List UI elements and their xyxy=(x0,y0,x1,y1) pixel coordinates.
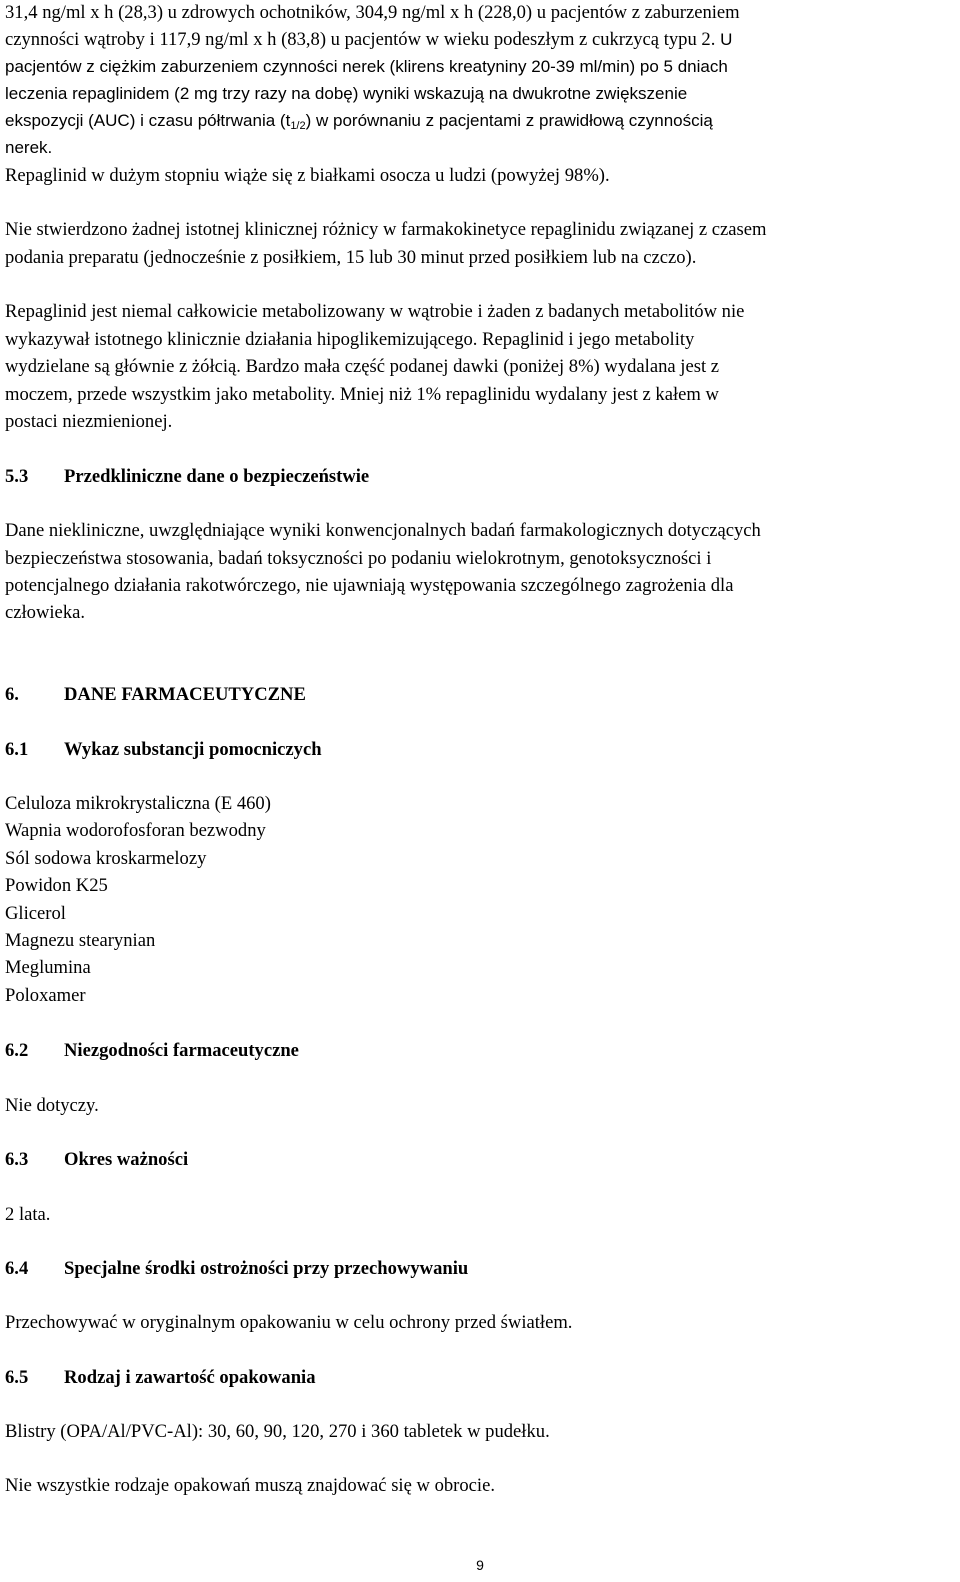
pk-line-3: pacjentów z ciężkim zaburzeniem czynności nerek (klirens kreatyniny 20-39 ml/min) po 5 dniach xyxy=(5,57,728,76)
excipient-item: Celuloza mikrokrystaliczna (E 460) xyxy=(5,793,271,814)
p4-line-2: bezpieczeństwa stosowania, badań toksyczności po podaniu wielokrotnym, genotoksyczności i xyxy=(5,548,712,569)
section-6-2-heading xyxy=(5,1041,299,1061)
section-6-2-text: Nie dotyczy. xyxy=(5,1095,99,1116)
section-number: 6.4 xyxy=(5,1258,29,1279)
excipient-item: Meglumina xyxy=(5,957,91,978)
section-title: Wykaz substancji pomocniczych xyxy=(64,739,322,760)
section-number: 6.1 xyxy=(5,739,29,760)
section-title: Niezgodności farmaceutyczne xyxy=(64,1040,299,1061)
pk-line-2-tail: U xyxy=(715,30,733,49)
pk-line-5-b: ) w porównaniu z pacjentami z prawidłową czynnością xyxy=(305,111,713,130)
p2-line-1: Nie stwierdzono żadnej istotnej klinicznej różnicy w farmakokinetyce repaglinidu związanej z czasem xyxy=(5,219,767,240)
pk-line-4: leczenia repaglinidem (2 mg trzy razy na dobę) wyniki wskazują na dwukrotne zwiększenie xyxy=(5,84,688,103)
p4-line-4: człowieka. xyxy=(5,602,86,623)
section-6-5-text-1: Blistry (OPA/Al/PVC-Al): 30, 60, 90, 120, 270 i 360 tabletek w pudełku. xyxy=(5,1421,550,1442)
section-6-3-heading xyxy=(5,1150,188,1170)
p4-line-1: Dane niekliniczne, uwzględniające wyniki konwencjonalnych badań farmakologicznych dotyczących xyxy=(5,520,761,541)
section-6-4-heading xyxy=(5,1259,468,1279)
section-number: 6.3 xyxy=(5,1149,29,1170)
p3-line-5: postaci niezmienionej. xyxy=(5,411,173,432)
pk-line-2 xyxy=(5,30,732,51)
section-title: Przedkliniczne dane o bezpieczeństwie xyxy=(64,466,370,487)
pk-line-5 xyxy=(5,111,713,131)
section-number: 6.2 xyxy=(5,1040,29,1061)
p2-line-2: podania preparatu (jednocześnie z posiłkiem, 15 lub 30 minut przed posiłkiem lub na czczo). xyxy=(5,247,697,268)
pk-line-7: Repaglinid w dużym stopniu wiąże się z białkami osocza u ludzi (powyżej 98%). xyxy=(5,165,610,186)
p3-line-1: Repaglinid jest niemal całkowicie metabolizowany w wątrobie i żaden z badanych metabolitów nie xyxy=(5,301,745,322)
section-6-3-text: 2 lata. xyxy=(5,1204,51,1225)
pk-line-5-a: ekspozycji (AUC) i czasu półtrwania (t xyxy=(5,111,291,130)
p4-line-3: potencjalnego działania rakotwórczego, nie ujawniają występowania szczególnego zagrożenia dla xyxy=(5,575,734,596)
page-number: 9 xyxy=(476,1557,484,1573)
half-life-subscript: 1/2 xyxy=(290,120,306,132)
p3-line-4: moczem, przede wszystkim jako metabolity. Mniej niż 1% repaglinidu wydalany jest z kałem w xyxy=(5,384,719,405)
section-6-1-heading xyxy=(5,740,322,760)
section-6-5-heading xyxy=(5,1368,316,1388)
section-title: Rodzaj i zawartość opakowania xyxy=(64,1367,316,1388)
excipient-item: Glicerol xyxy=(5,903,66,924)
excipient-item: Poloxamer xyxy=(5,985,86,1006)
excipient-item: Wapnia wodorofosforan bezwodny xyxy=(5,820,266,841)
section-title: DANE FARMACEUTYCZNE xyxy=(64,684,306,705)
excipient-item: Sól sodowa kroskarmelozy xyxy=(5,848,207,869)
pk-line-6: nerek. xyxy=(5,138,53,157)
section-6-4-text: Przechowywać w oryginalnym opakowaniu w celu ochrony przed światłem. xyxy=(5,1312,573,1333)
pk-line-1: 31,4 ng/ml x h (28,3) u zdrowych ochotników, 304,9 ng/ml x h (228,0) u pacjentów z zaburzeniem xyxy=(5,2,740,23)
section-5-3-heading xyxy=(5,467,369,487)
p3-line-2: wykazywał istotnego klinicznie działania hipoglikemizującego. Repaglinid i jego metabolity xyxy=(5,329,695,350)
excipient-item: Magnezu stearynian xyxy=(5,930,156,951)
p3-line-3: wydzielane są głównie z żółcią. Bardzo mała część podanej dawki (poniżej 8%) wydalana jest z xyxy=(5,356,720,377)
section-title: Okres ważności xyxy=(64,1149,189,1170)
section-6-5-text-2: Nie wszystkie rodzaje opakowań muszą znajdować się w obrocie. xyxy=(5,1475,495,1496)
section-title: Specjalne środki ostrożności przy przechowywaniu xyxy=(64,1258,469,1279)
section-number: 6. xyxy=(5,684,19,705)
section-6-heading xyxy=(5,685,306,705)
section-number: 6.5 xyxy=(5,1367,29,1388)
excipient-item: Powidon K25 xyxy=(5,875,108,896)
pk-line-2-text: czynności wątroby i 117,9 ng/ml x h (83,8) u pacjentów w wieku podeszłym z cukrzycą typu 2. xyxy=(5,29,716,50)
section-number: 5.3 xyxy=(5,466,29,487)
